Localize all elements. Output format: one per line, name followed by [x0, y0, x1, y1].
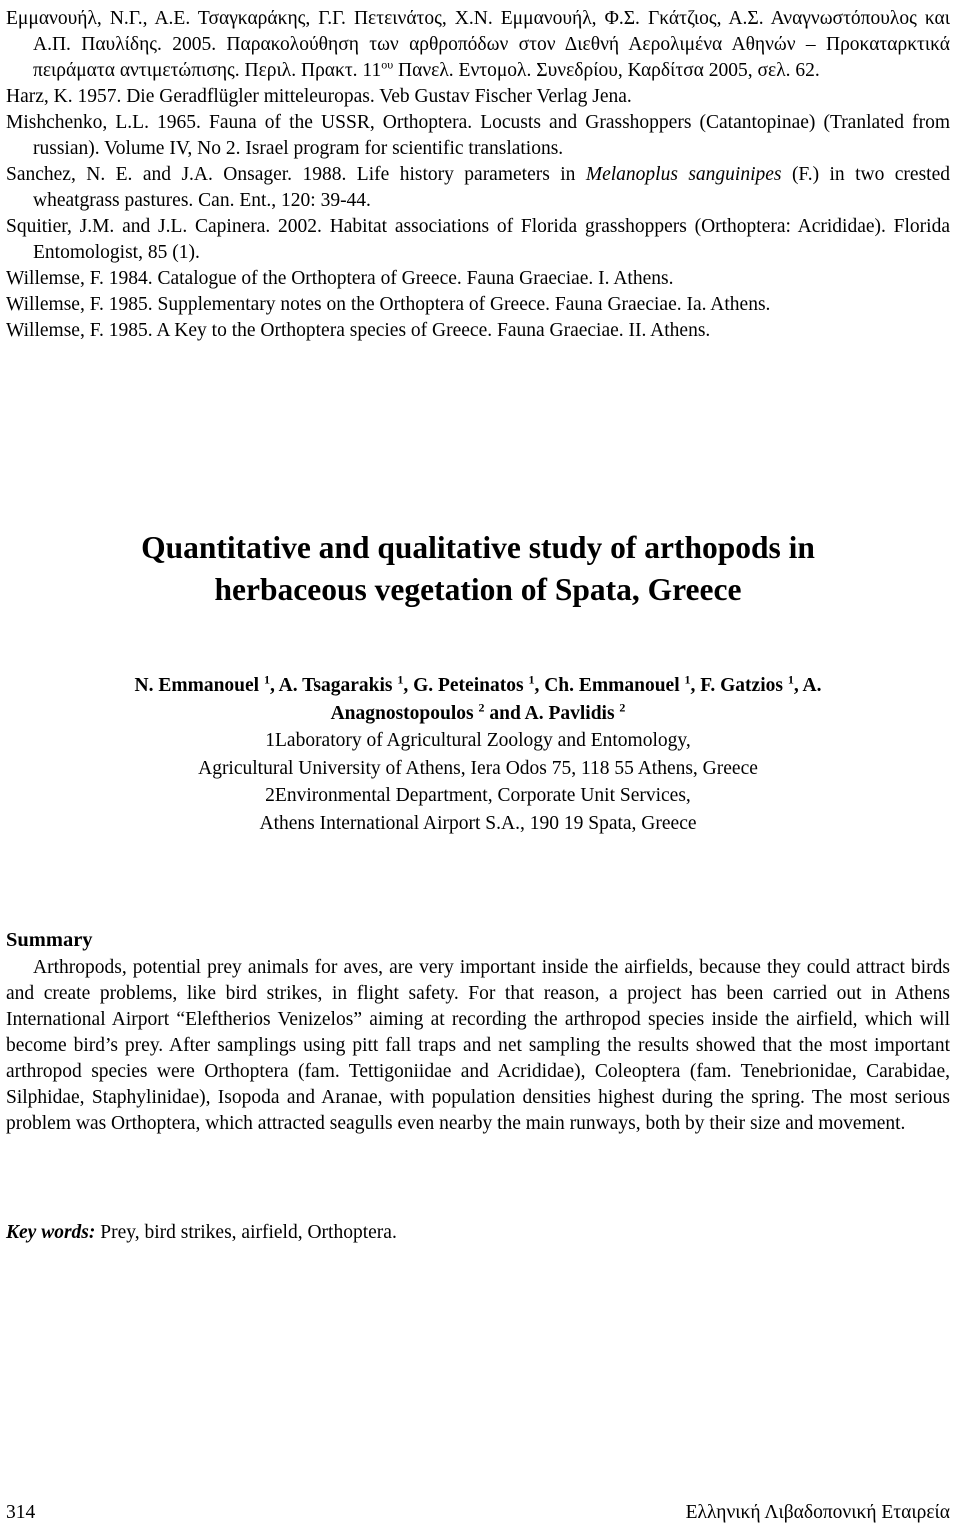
- reference-text: Εμμανουήλ, Ν.Γ., Α.Ε. Τσαγκαράκης, Γ.Γ. Πετεινάτος, Χ.Ν. Εμμανουήλ, Φ.Σ. Γκάτζιος, Α.Σ. Αναγνωστόπουλος και Α.Π. Παυλίδης. 2005. Παρακολούθηση των αρθροπόδων στον Διεθνή Αερολιμένα Αθηνών – Προκαταρκτικά πειράματα αντιμετώπισης. Περιλ. Πρακτ. 11: [6, 8, 950, 81]
- reference-superscript: ου: [381, 57, 394, 72]
- affiliation-number: 2: [265, 785, 275, 806]
- author-affiliation-mark: 1: [787, 672, 794, 687]
- affiliation-line: Agricultural University of Athens, Iera Odos 75, 118 55 Athens, Greece: [198, 757, 758, 779]
- author-affiliation-mark: 1: [397, 672, 404, 687]
- author-name: , F. Gatzios: [690, 675, 788, 696]
- reference-mishchenko-1965: Mishchenko, L.L. 1965. Fauna of the USSR, Orthoptera. Locusts and Grasshoppers (Catantopinae) (Tranlated from russian). Volume IV, No 2. Israel program for scientific translations.: [6, 112, 950, 159]
- keywords: [6, 1220, 397, 1246]
- author-name: and A. Pavlidis: [484, 702, 620, 724]
- reference-text: Πανελ. Εντομολ. Συνεδρίου, Καρδίτσα 2005, σελ. 62.: [393, 60, 820, 81]
- species-name: Melanoplus sanguinipes: [585, 164, 782, 185]
- author-name: , Ch. Emmanouel: [534, 675, 685, 696]
- title-line: Quantitative and qualitative study of arthopods in: [141, 530, 815, 565]
- affiliation-number: 1: [265, 730, 275, 751]
- summary-body: Arthropods, potential prey animals for aves, are very important inside the airfields, because they could attract birds and create problems, like bird strikes, in flight safety. For that reason, a project has been carried out in Athens International Airport “Eleftherios Venizelos” aiming at recording the arthropod species inside the airfield, which will become bird’s prey. After samplings using pitt fall traps and net sampling the results showed that the most important arthropod species were Orthoptera (fam. Tettigoniidae and Acrididae), Coleoptera (fam. Tenebrionidae, Carabidae, Silphidae, Staphylinidae), Isopoda and Aranae, with population densities highest during the spring. The most serious problem was Orthoptera, which attracted seagulls even nearby the main runways, both by their size and movement.: [6, 957, 950, 1134]
- page-number: 314: [6, 1502, 36, 1523]
- reference-squitier-2002: Squitier, J.M. and J.L. Capinera. 2002. Habitat associations of Florida grasshoppers (Orthoptera: Acrididae). Florida Entomologist, 85 (1).: [6, 216, 950, 263]
- author-names: [6, 700, 950, 728]
- affiliation-text: Laboratory of Agricultural Zoology and Entomology,: [275, 730, 691, 751]
- keywords-text: Prey, bird strikes, airfield, Orthoptera.: [95, 1222, 397, 1243]
- reference-sanchez-1988: [6, 162, 950, 214]
- reference-harz-1957: Harz, K. 1957. Die Geradflügler mitteleuropas. Veb Gustav Fischer Verlag Jena.: [6, 86, 632, 107]
- author-name: , A. Tsagarakis: [269, 675, 398, 696]
- paper-title: [6, 527, 950, 611]
- reference-willemse-1985a: Willemse, F. 1985. Supplementary notes on the Orthoptera of Greece. Fauna Graeciae. Ia. Athens.: [6, 294, 771, 315]
- author-name: N. Emmanouel: [134, 675, 264, 696]
- author-affiliation-mark: 1: [684, 672, 691, 687]
- author-name: , G. Peteinatos: [403, 675, 529, 696]
- author-affiliation-mark: 1: [528, 672, 535, 687]
- author-name: , A.: [793, 675, 822, 696]
- affiliation-line: [6, 782, 950, 810]
- reference-text: Sanchez, N. E. and J.A. Onsager. 1988. Life history parameters in: [6, 164, 586, 185]
- reference-emmanouel-2005: [6, 6, 950, 84]
- author-affiliation-mark: 2: [619, 700, 626, 714]
- author-block: [6, 672, 950, 837]
- author-affiliation-mark: 1: [263, 672, 270, 687]
- affiliation-text: Environmental Department, Corporate Unit Services,: [274, 785, 691, 806]
- author-affiliation-mark: 2: [478, 700, 485, 714]
- summary-heading: Summary: [6, 929, 93, 951]
- reference-text: (F.) in two crested wheatgrass pastures. Can. Ent., 120: 39-44.: [33, 164, 950, 211]
- affiliation-line: [6, 727, 950, 755]
- author-name: Anagnostopoulos: [330, 702, 479, 724]
- journal-name: Ελληνική Λιβαδοπονική Εταιρεία: [685, 1502, 950, 1523]
- affiliation-line: Athens International Airport S.A., 190 19 Spata, Greece: [259, 812, 697, 834]
- reference-willemse-1985b: Willemse, F. 1985. A Key to the Orthoptera species of Greece. Fauna Graeciae. II. Athens.: [6, 320, 711, 341]
- reference-list: [6, 6, 950, 344]
- author-names: [6, 672, 950, 700]
- keywords-label: Key words:: [6, 1222, 96, 1243]
- title-line: herbaceous vegetation of Spata, Greece: [214, 572, 742, 607]
- reference-willemse-1984: Willemse, F. 1984. Catalogue of the Orthoptera of Greece. Fauna Graeciae. I. Athens.: [6, 268, 674, 289]
